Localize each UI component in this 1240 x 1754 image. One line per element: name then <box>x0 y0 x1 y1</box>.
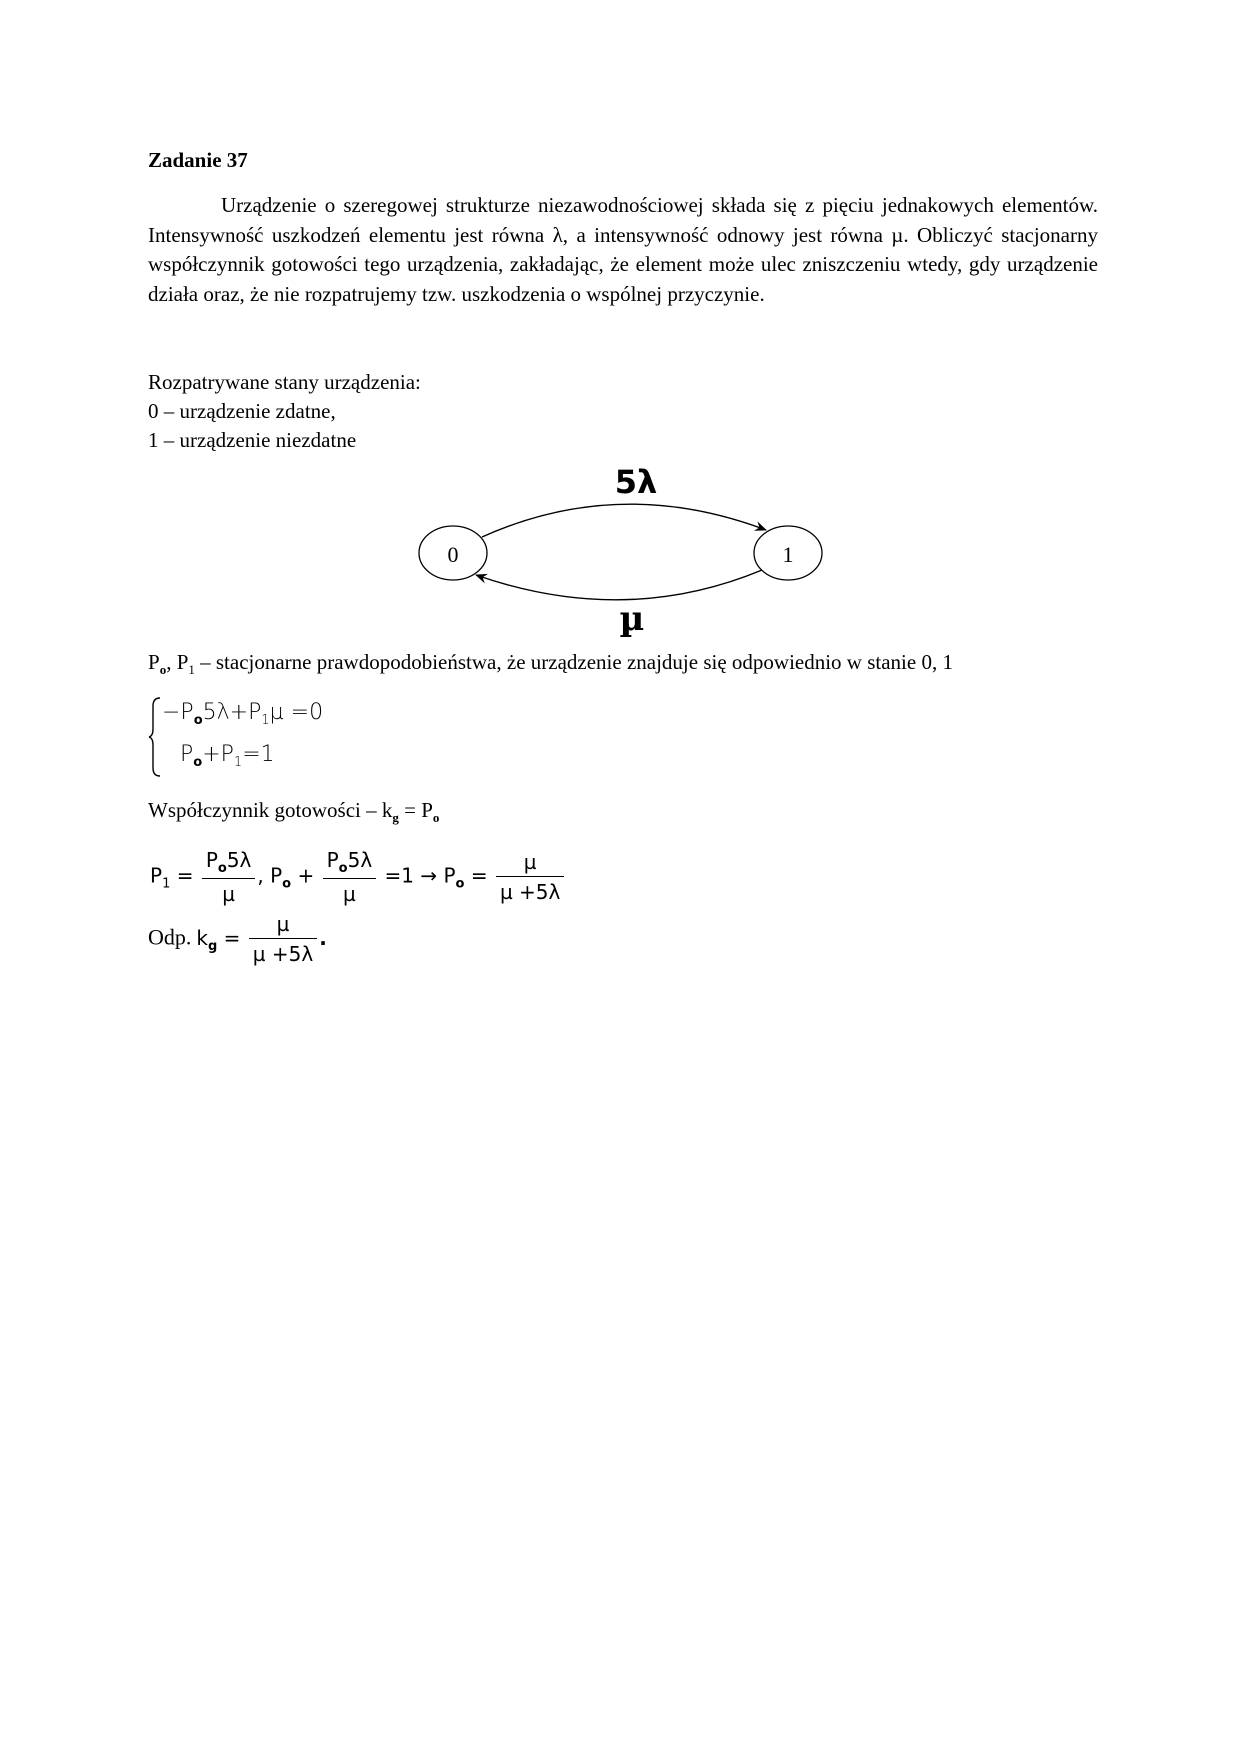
state-0-desc: 0 – urządzenie zdatne, <box>148 399 336 423</box>
fraction-p0: $\frac{\text{µ}}{\text{µ +5λ}}$ <box>496 850 564 904</box>
task-description: Urządzenie o szeregowej strukturze niezawodnościowej składa się z pięciu jednakowych elementów. Intensywność uszkodzeń elementu jest równa λ, a intensywność odnowy jest równa µ. Obliczyć stacjonarny współczynnik gotowości tego urządzenia, zakładając, że element może ulec zniszczeniu wtedy, gdy urządzenie działa oraz, że nie rozpatrujemy tzw. uszkodzenia o wspólnej przyczynie. <box>148 193 1098 306</box>
equation-system <box>148 696 398 778</box>
system-equation-1: $-P_o5\lambda+P_1\mu =0$ <box>162 700 324 728</box>
derivation-row: $P_1$ = $\frac{P_o5\lambda}{\text{µ}}$ , $P_o$ + $\frac{P_o5\lambda}{\text{µ}}$ $=1 \to P_o$ = $\frac{\text{µ}}{\text{µ +5λ}}$ <box>150 848 566 906</box>
task-title: Zadanie 37 <box>148 148 248 172</box>
state-node-1-label: 1 <box>782 542 794 567</box>
answer-row: Odp. $k_g$ = $\frac{\text{µ}}{\text{µ +5λ}}$ . <box>148 912 327 966</box>
state-1-desc: 1 – urządzenie niezdatne <box>148 428 357 452</box>
state-transition-diagram <box>400 455 840 645</box>
states-heading: Rozpatrywane stany urządzenia: <box>148 370 421 394</box>
transition-arrow-1-to-0 <box>476 570 762 600</box>
availability-definition: Współczynnik gotowości – $k_g = P_o$ <box>148 798 440 825</box>
fraction-sum: $\frac{P_o5\lambda}{\text{µ}}$ <box>323 848 377 906</box>
state-node-0-label: 0 <box>447 542 459 567</box>
fraction-p1: $\frac{P_o5\lambda}{\text{µ}}$ <box>202 848 256 906</box>
answer-fraction: $\frac{\text{µ}}{\text{µ +5λ}}$ <box>249 912 317 966</box>
system-brace <box>148 696 162 778</box>
failure-rate-label: 5λ <box>614 463 658 501</box>
probabilities-note: $P_o$, $P_1$ – stacjonarne prawdopodobieństwa, że urządzenie znajduje się odpowiednio w stanie 0, 1 <box>148 650 953 677</box>
system-equation-2: $P_o+P_1=1$ <box>180 742 275 770</box>
repair-rate-label: µ <box>619 599 645 639</box>
states-list <box>148 368 421 455</box>
transition-arrow-0-to-1 <box>482 504 766 537</box>
